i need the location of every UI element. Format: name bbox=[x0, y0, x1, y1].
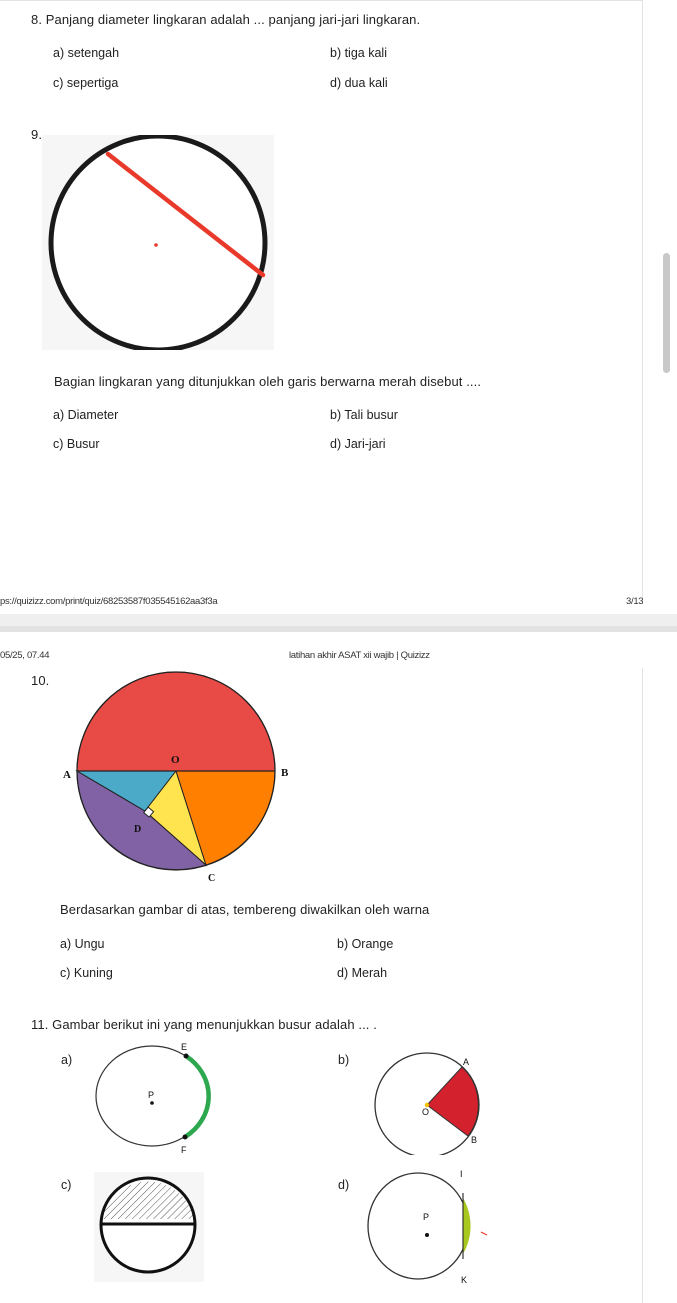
page-border-right-2 bbox=[642, 668, 643, 1303]
q11-figure-d[interactable] bbox=[366, 1165, 496, 1290]
q8-option-d[interactable]: d) dua kali bbox=[330, 76, 388, 90]
q10-number: 10. bbox=[31, 673, 50, 688]
q11-option-a-letter[interactable]: a) bbox=[61, 1053, 73, 1067]
q8-option-a[interactable]: a) setengah bbox=[53, 46, 120, 60]
q10-label-a: A bbox=[63, 769, 71, 781]
q11-option-b-letter[interactable]: b) bbox=[338, 1053, 350, 1067]
q11-option-c-letter[interactable]: c) bbox=[61, 1178, 72, 1192]
q11d-label-p: P bbox=[423, 1212, 430, 1222]
q10-question: Berdasarkan gambar di atas, tembereng diwakilkan oleh warna bbox=[60, 902, 430, 917]
q8-option-b[interactable]: b) tiga kali bbox=[330, 46, 387, 60]
q11d-lime-segment bbox=[463, 1198, 471, 1254]
q11a-label-p: P bbox=[148, 1090, 155, 1100]
q11a-center-p bbox=[150, 1101, 154, 1105]
q9-option-a[interactable]: a) Diameter bbox=[53, 408, 119, 422]
q10-option-b[interactable]: b) Orange bbox=[337, 937, 394, 951]
page-border-right bbox=[642, 0, 643, 600]
scrollbar-thumb[interactable] bbox=[663, 253, 670, 373]
q11-figure-b[interactable] bbox=[370, 1045, 490, 1155]
page-footer-url[interactable]: ps://quizizz.com/print/quiz/68253587f035545162aa3f3a bbox=[0, 596, 218, 607]
page-separator-band bbox=[0, 626, 677, 632]
q11d-center-p bbox=[425, 1233, 429, 1237]
q11a-point-f bbox=[183, 1135, 188, 1140]
q9-center-dot bbox=[154, 243, 158, 247]
q8-question: 8. Panjang diameter lingkaran adalah ... panjang jari-jari lingkaran. bbox=[31, 12, 421, 27]
q10-option-c[interactable]: c) Kuning bbox=[60, 966, 113, 980]
page-header-datetime: 05/25, 07.44 bbox=[0, 650, 50, 661]
page-footer-number: 3/13 bbox=[626, 596, 644, 607]
q11d-orange-tick bbox=[481, 1232, 487, 1235]
q9-question: Bagian lingkaran yang ditunjukkan oleh garis berwarna merah disebut .... bbox=[54, 374, 482, 389]
q9-option-d[interactable]: d) Jari-jari bbox=[330, 437, 386, 451]
q10-label-b: B bbox=[281, 767, 289, 779]
q10-circle-figure bbox=[55, 668, 305, 888]
q11-option-d-letter[interactable]: d) bbox=[338, 1178, 350, 1192]
q11d-label-i: I bbox=[460, 1169, 463, 1179]
q10-label-c: C bbox=[208, 873, 216, 884]
q9-option-b[interactable]: b) Tali busur bbox=[330, 408, 398, 422]
q10-label-d: D bbox=[134, 824, 142, 835]
q10-option-a[interactable]: a) Ungu bbox=[60, 937, 105, 951]
q11a-label-f: F bbox=[181, 1145, 187, 1155]
q11a-green-arc bbox=[185, 1056, 209, 1137]
q11b-label-a: A bbox=[463, 1057, 470, 1067]
q9-circle bbox=[51, 136, 265, 350]
q11d-label-k: K bbox=[461, 1275, 468, 1285]
q9-option-c[interactable]: c) Busur bbox=[53, 437, 100, 451]
q11-figure-c[interactable] bbox=[94, 1172, 204, 1282]
q10-option-d[interactable]: d) Merah bbox=[337, 966, 388, 980]
q9-number: 9. bbox=[31, 127, 43, 142]
q11a-point-e bbox=[184, 1054, 189, 1059]
page-header-title: latihan akhir ASAT xii wajib | Quizizz bbox=[289, 650, 430, 661]
q11d-circle bbox=[368, 1173, 468, 1279]
page-separator-top bbox=[0, 614, 677, 626]
q10-label-o: O bbox=[171, 754, 180, 766]
q9-circle-figure bbox=[42, 135, 274, 350]
q8-option-c[interactable]: c) sepertiga bbox=[53, 76, 119, 90]
q11-figure-a[interactable] bbox=[92, 1040, 222, 1160]
q11a-label-e: E bbox=[181, 1042, 188, 1052]
q11b-label-b: B bbox=[471, 1135, 478, 1145]
q11b-label-o: O bbox=[422, 1107, 430, 1117]
q11-question: 11. Gambar berikut ini yang menunjukkan busur adalah ... . bbox=[31, 1017, 377, 1032]
page-top-line bbox=[0, 0, 642, 1]
